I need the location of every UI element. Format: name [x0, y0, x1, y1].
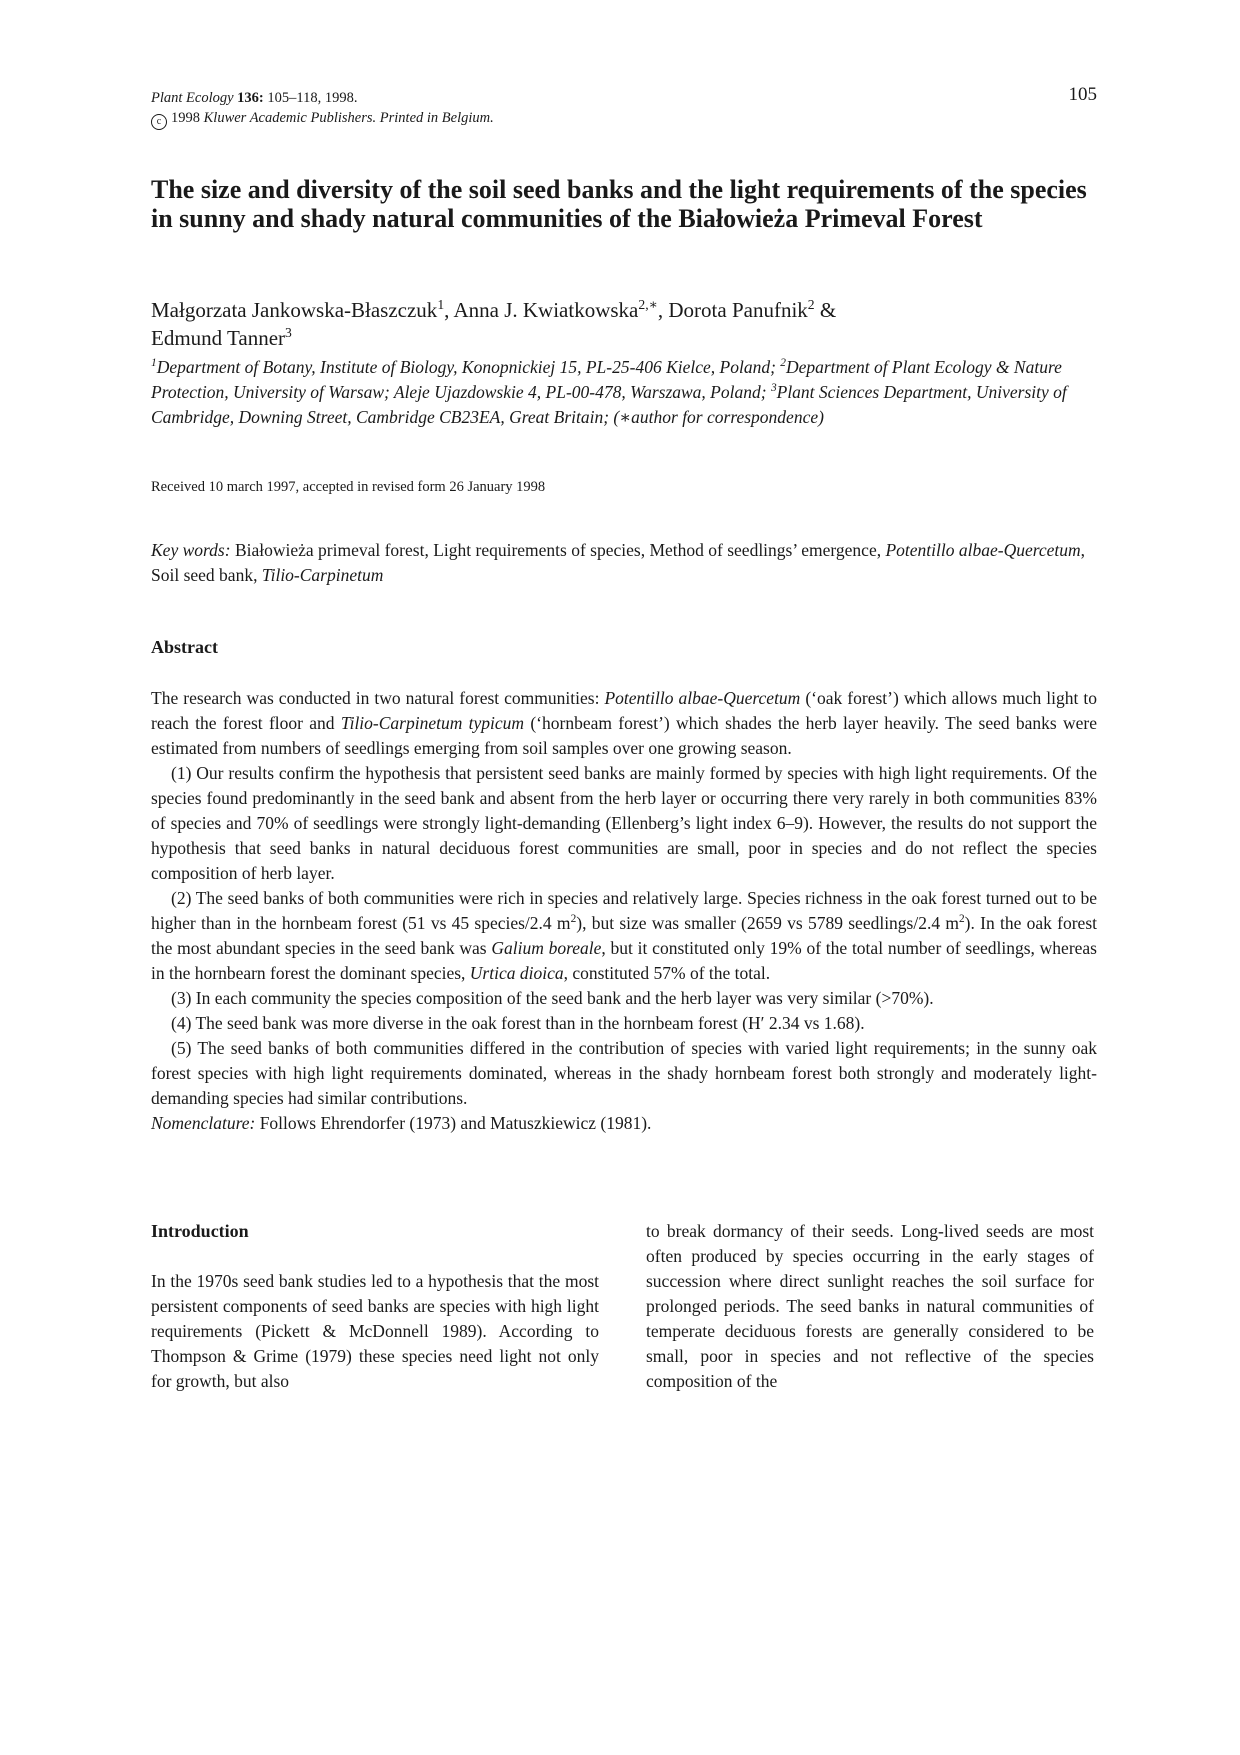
- copyright-icon: c: [151, 114, 167, 130]
- affiliation-2: Department of Plant Ecology & Nature Protection, University of Warsaw; Aleje Ujazdowskie 4, PL-00-478, Warszawa, Poland;: [151, 357, 1062, 402]
- abstract-paragraph: (4) The seed bank was more diverse in the oak forest than in the hornbeam forest (H′ 2.34 vs 1.68).: [171, 1013, 865, 1033]
- abstract-paragraph: (1) Our results confirm the hypothesis that persistent seed banks are mainly formed by species with high light requirements. Of the species found predominantly in the seed bank and absent from the herb layer or occurring there very rarely in both communities 83% of species and 70% of seedlings were strongly light-demanding (Ellenberg’s light index 6–9). However, the results do not support the hypothesis that seed banks in natural deciduous forest communities are small, poor in species and do not reflect the species composition of herb layer.: [151, 763, 1097, 883]
- nomenclature: Nomenclature: Follows Ehrendorfer (1973) and Matuszkiewicz (1981).: [151, 1113, 652, 1133]
- journal-citation: [151, 88, 494, 108]
- author-list: Małgorzata Jankowska-Błaszczuk$^1$, Anna J. Kwiatkowska$^{2,∗}$, Dorota Panufnik$^2$ & Edmund Tanner$^3$: [151, 297, 837, 350]
- affiliation-1: Department of Botany, Institute of Biology, Konopnickiej 15, PL-25-406 Kielce, Poland;: [156, 357, 781, 377]
- keywords-label: Key words:: [151, 540, 231, 560]
- keywords: Key words: Białowieża primeval forest, Light requirements of species, Method of seedlings’ emergence, Potentillo albae-Quercetum, Soil seed bank, Tilio-Carpinetum: [151, 540, 1086, 585]
- journal-pages-year: 105–118, 1998.: [267, 90, 358, 106]
- introduction-heading: Introduction: [151, 1221, 249, 1241]
- journal-name: Plant Ecology: [151, 90, 234, 106]
- author-name: Anna J. Kwiatkowska: [453, 298, 639, 322]
- abstract-heading: Abstract: [151, 637, 218, 657]
- author-affil-mark: 2,∗: [638, 297, 658, 312]
- paper-title: The size and diversity of the soil seed banks and the light requirements of the species in sunny and shady natural communities of the Białowieża Primeval Forest: [151, 175, 1087, 233]
- abstract-body: [151, 686, 1097, 1136]
- author-name: Dorota Panufnik: [668, 298, 808, 322]
- author-affil-mark: 1: [437, 297, 445, 312]
- column-left: [151, 1219, 599, 1394]
- running-header: [151, 88, 494, 130]
- abstract-paragraph: (3) In each community the species composition of the seed bank and the herb layer was very similar (>70%).: [171, 988, 934, 1008]
- introduction-paragraph: In the 1970s seed bank studies led to a hypothesis that the most persistent components of seed banks are species with high light requirements (Pickett & McDonnell 1989). According to Thompson & Grime (1979) these species need light not only for growth, but also: [151, 1271, 599, 1391]
- journal-volume: 136:: [237, 90, 264, 106]
- abstract-paragraph: (2) The seed banks of both communities were rich in species and relatively large. Species richness in the oak forest turned out to be higher than in the hornbeam forest (51 vs 45 species/2.4 $m^2$), but size was smaller (2659 vs 5789 seedlings/2.4 $m^2$). In the oak forest the most abundant species in the seed bank was Galium boreale, but it constituted only 19% of the total number of seedlings, whereas in the hornbearn forest the dominant species, Urtica dioica, constituted 57% of the total.: [151, 888, 1097, 983]
- printed-in: Printed in Belgium.: [379, 110, 494, 126]
- introduction-paragraph-continued: to break dormancy of their seeds. Long-lived seeds are most often produced by species occurring in the early stages of succession where direct sunlight reaches the soil surface for prolonged periods. The seed banks in natural communities of temperate deciduous forests are generally considered to be small, poor in species and not reflective of the species composition of the: [646, 1221, 1094, 1391]
- page-number: 105: [1068, 84, 1097, 105]
- author-name: Małgorzata Jankowska-Błaszczuk: [151, 298, 438, 322]
- copyright-year: 1998: [171, 110, 200, 126]
- author-affil-mark: 2: [807, 297, 815, 312]
- affiliation-3: Plant Sciences Department, University of Cambridge, Downing Street, Cambridge CB23EA, Great Britain; (∗author for correspondence): [151, 382, 1067, 427]
- publisher: Kluwer Academic Publishers.: [203, 110, 377, 126]
- affiliations: $^1$Department of Botany, Institute of Biology, Konopnickiej 15, PL-25-406 Kielce, Poland; $^2$Department of Plant Ecology & Nature Protection, University of Warsaw; Aleje Ujazdowskie 4, PL-00-478, Warszawa, Poland; $^3$Plant Sciences Department, University of Cambridge, Downing Street, Cambridge CB23EA, Great Britain; (∗author for correspondence): [151, 357, 1067, 427]
- author-name: Edmund Tanner: [151, 326, 286, 350]
- author-affil-mark: 3: [285, 325, 292, 340]
- abstract-paragraph: The research was conducted in two natural forest communities: Potentillo albae-Quercetum (‘oak forest’) which allows much light to reach the forest floor and Tilio-Carpinetum typicum (‘hornbeam forest’) which shades the herb layer heavily. The seed banks were estimated from numbers of seedlings emerging from soil samples over one growing season.: [151, 688, 1098, 758]
- copyright-line: [151, 108, 494, 130]
- column-right: [646, 1219, 1094, 1394]
- abstract-paragraph: (5) The seed banks of both communities differed in the contribution of species with varied light requirements; in the sunny oak forest species with high light requirements dominated, whereas in the shady hornbeam forest both strongly and moderately light-demanding species had similar contributions.: [151, 1038, 1097, 1108]
- received-dates: Received 10 march 1997, accepted in revised form 26 January 1998: [151, 479, 546, 495]
